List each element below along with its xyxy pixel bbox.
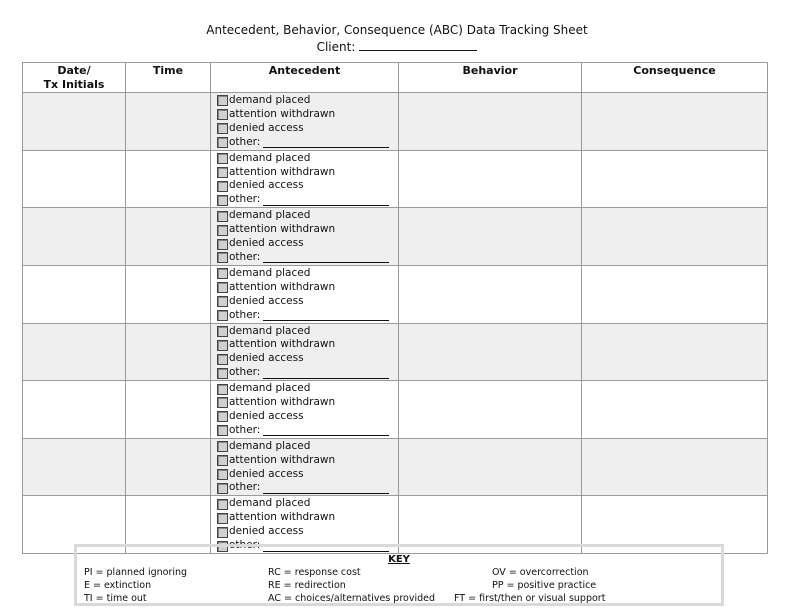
time-cell[interactable]	[126, 438, 211, 496]
antecedent-option	[217, 396, 398, 410]
antecedent-option	[217, 295, 398, 309]
antecedent-option	[217, 481, 398, 495]
antecedent-cell	[211, 208, 399, 266]
antecedent-option	[217, 382, 398, 396]
client-label: Client:	[316, 40, 356, 54]
behavior-cell[interactable]	[399, 438, 582, 496]
behavior-cell[interactable]	[399, 381, 582, 439]
antecedent-option-label: denied access	[229, 294, 304, 307]
antecedent-option-label: denied access	[229, 352, 304, 365]
time-cell[interactable]	[126, 381, 211, 439]
antecedent-option	[217, 94, 398, 108]
checkbox-icon[interactable]	[217, 211, 228, 222]
antecedent-option	[217, 497, 398, 511]
checkbox-icon[interactable]	[217, 123, 228, 134]
checkbox-icon[interactable]	[217, 137, 228, 148]
column-header-behavior: Behavior	[399, 63, 582, 93]
other-text-field[interactable]	[263, 310, 389, 321]
antecedent-option-label: denied access	[229, 121, 304, 134]
antecedent-option-label: demand placed	[229, 209, 311, 222]
antecedent-option	[217, 152, 398, 166]
checkbox-icon[interactable]	[217, 153, 228, 164]
column-header-time: Time	[126, 63, 211, 93]
checkbox-icon[interactable]	[217, 469, 228, 480]
checkbox-icon[interactable]	[217, 225, 228, 236]
checkbox-icon[interactable]	[217, 441, 228, 452]
antecedent-option	[217, 454, 398, 468]
antecedent-cell	[211, 381, 399, 439]
antecedent-option	[217, 525, 398, 539]
antecedent-cell	[211, 438, 399, 496]
time-cell[interactable]	[126, 93, 211, 151]
checkbox-icon[interactable]	[217, 397, 228, 408]
consequence-cell[interactable]	[582, 323, 768, 381]
antecedent-option-label: attention withdrawn	[229, 107, 336, 120]
other-text-field[interactable]	[263, 483, 389, 494]
column-header-antecedent: Antecedent	[211, 63, 399, 93]
time-cell[interactable]	[126, 208, 211, 266]
antecedent-option-label: attention withdrawn	[229, 338, 336, 351]
checkbox-icon[interactable]	[217, 499, 228, 510]
antecedent-option-label: other:	[229, 193, 261, 206]
checkbox-icon[interactable]	[217, 384, 228, 395]
behavior-cell[interactable]	[399, 150, 582, 208]
table-row	[23, 93, 768, 151]
consequence-cell[interactable]	[582, 150, 768, 208]
table-row	[23, 150, 768, 208]
antecedent-option	[217, 136, 398, 150]
consequence-cell[interactable]	[582, 381, 768, 439]
date-cell[interactable]	[23, 323, 126, 381]
antecedent-option-label: demand placed	[229, 439, 311, 452]
antecedent-option-label: denied access	[229, 409, 304, 422]
client-name-field[interactable]	[359, 38, 477, 51]
checkbox-icon[interactable]	[217, 109, 228, 120]
behavior-cell[interactable]	[399, 323, 582, 381]
antecedent-option-label: attention withdrawn	[229, 453, 336, 466]
antecedent-option-label: attention withdrawn	[229, 165, 336, 178]
checkbox-icon[interactable]	[217, 513, 228, 524]
antecedent-cell	[211, 323, 399, 381]
antecedent-option	[217, 352, 398, 366]
date-cell[interactable]	[23, 265, 126, 323]
antecedent-option-label: other:	[229, 539, 261, 552]
sheet-title: Antecedent, Behavior, Consequence (ABC) Data Tracking Sheet	[206, 23, 588, 37]
checkbox-icon[interactable]	[217, 268, 228, 279]
time-cell[interactable]	[126, 265, 211, 323]
antecedent-option	[217, 366, 398, 380]
table-row	[23, 381, 768, 439]
antecedent-option-label: other:	[229, 366, 261, 379]
table-row	[23, 265, 768, 323]
client-row	[0, 38, 794, 55]
antecedent-option	[217, 108, 398, 122]
checkbox-icon[interactable]	[217, 296, 228, 307]
antecedent-option	[217, 424, 398, 438]
sheet-header	[0, 22, 794, 55]
behavior-cell[interactable]	[399, 265, 582, 323]
consequence-cell[interactable]	[582, 93, 768, 151]
antecedent-option-label: demand placed	[229, 266, 311, 279]
key-box	[74, 544, 724, 606]
antecedent-option	[217, 511, 398, 525]
checkbox-icon[interactable]	[217, 181, 228, 192]
antecedent-cell	[211, 93, 399, 151]
antecedent-option	[217, 209, 398, 223]
time-cell[interactable]	[126, 323, 211, 381]
key-item: OV = overcorrection	[492, 567, 589, 578]
date-cell[interactable]	[23, 150, 126, 208]
other-text-field[interactable]	[263, 252, 389, 263]
date-cell[interactable]	[23, 381, 126, 439]
antecedent-option-label: demand placed	[229, 497, 311, 510]
key-item: E = extinction	[84, 580, 152, 591]
checkbox-icon[interactable]	[217, 368, 228, 379]
time-cell[interactable]	[126, 150, 211, 208]
checkbox-icon[interactable]	[217, 483, 228, 494]
antecedent-option-label: denied access	[229, 467, 304, 480]
other-text-field[interactable]	[263, 137, 389, 148]
antecedent-option	[217, 281, 398, 295]
antecedent-option-label: denied access	[229, 179, 304, 192]
antecedent-option-label: other:	[229, 481, 261, 494]
header-row	[23, 63, 768, 93]
behavior-cell[interactable]	[399, 93, 582, 151]
checkbox-icon[interactable]	[217, 425, 228, 436]
checkbox-icon[interactable]	[217, 195, 228, 206]
antecedent-option-label: demand placed	[229, 151, 311, 164]
key-item: RE = redirection	[268, 580, 346, 591]
antecedent-option	[217, 267, 398, 281]
key-item: FT = first/then or visual support	[454, 593, 606, 604]
key-item: PI = planned ignoring	[84, 567, 188, 578]
checkbox-icon[interactable]	[217, 527, 228, 538]
key-item: AC = choices/alternatives provided	[268, 593, 435, 604]
checkbox-icon[interactable]	[217, 326, 228, 337]
checkbox-icon[interactable]	[217, 95, 228, 106]
antecedent-option-label: attention withdrawn	[229, 511, 336, 524]
key-item: TI = time out	[84, 593, 147, 604]
antecedent-option	[217, 309, 398, 323]
other-text-field[interactable]	[263, 368, 389, 379]
antecedent-option-label: demand placed	[229, 324, 311, 337]
antecedent-option	[217, 468, 398, 482]
antecedent-option-label: other:	[229, 135, 261, 148]
antecedent-option	[217, 166, 398, 180]
antecedent-option	[217, 122, 398, 136]
antecedent-cell	[211, 265, 399, 323]
antecedent-option-label: demand placed	[229, 94, 311, 106]
consequence-cell[interactable]	[582, 438, 768, 496]
antecedent-option	[217, 179, 398, 193]
antecedent-option-label: demand placed	[229, 382, 311, 395]
table-row	[23, 323, 768, 381]
key-item: RC = response cost	[268, 567, 361, 578]
column-header-consequence: Consequence	[582, 63, 768, 93]
checkbox-icon[interactable]	[217, 411, 228, 422]
table-row	[23, 438, 768, 496]
checkbox-icon[interactable]	[217, 252, 228, 263]
antecedent-option-label: denied access	[229, 525, 304, 538]
antecedent-option-label: attention withdrawn	[229, 280, 336, 293]
antecedent-cell	[211, 150, 399, 208]
antecedent-option	[217, 223, 398, 237]
antecedent-option	[217, 325, 398, 339]
antecedent-option	[217, 193, 398, 207]
antecedent-option	[217, 440, 398, 454]
checkbox-icon[interactable]	[217, 310, 228, 321]
antecedent-option-label: attention withdrawn	[229, 396, 336, 409]
column-header-date: Date/ Tx Initials	[23, 63, 126, 93]
consequence-cell[interactable]	[582, 265, 768, 323]
behavior-cell[interactable]	[399, 208, 582, 266]
checkbox-icon[interactable]	[217, 239, 228, 250]
antecedent-option-label: denied access	[229, 237, 304, 250]
date-cell[interactable]	[23, 208, 126, 266]
antecedent-option-label: other:	[229, 250, 261, 263]
other-text-field[interactable]	[263, 425, 389, 436]
antecedent-option	[217, 410, 398, 424]
other-text-field[interactable]	[263, 195, 389, 206]
antecedent-option-label: other:	[229, 308, 261, 321]
antecedent-option	[217, 338, 398, 352]
abc-data-table	[22, 62, 768, 554]
date-cell[interactable]	[23, 93, 126, 151]
antecedent-option	[217, 237, 398, 251]
antecedent-option-label: attention withdrawn	[229, 223, 336, 236]
checkbox-icon[interactable]	[217, 354, 228, 365]
antecedent-option-label: other:	[229, 423, 261, 436]
key-title: KEY	[388, 554, 410, 565]
table-row	[23, 208, 768, 266]
checkbox-icon[interactable]	[217, 340, 228, 351]
checkbox-icon[interactable]	[217, 167, 228, 178]
consequence-cell[interactable]	[582, 208, 768, 266]
checkbox-icon[interactable]	[217, 282, 228, 293]
antecedent-option	[217, 251, 398, 265]
checkbox-icon[interactable]	[217, 455, 228, 466]
date-cell[interactable]	[23, 438, 126, 496]
key-item: PP = positive practice	[492, 580, 597, 591]
